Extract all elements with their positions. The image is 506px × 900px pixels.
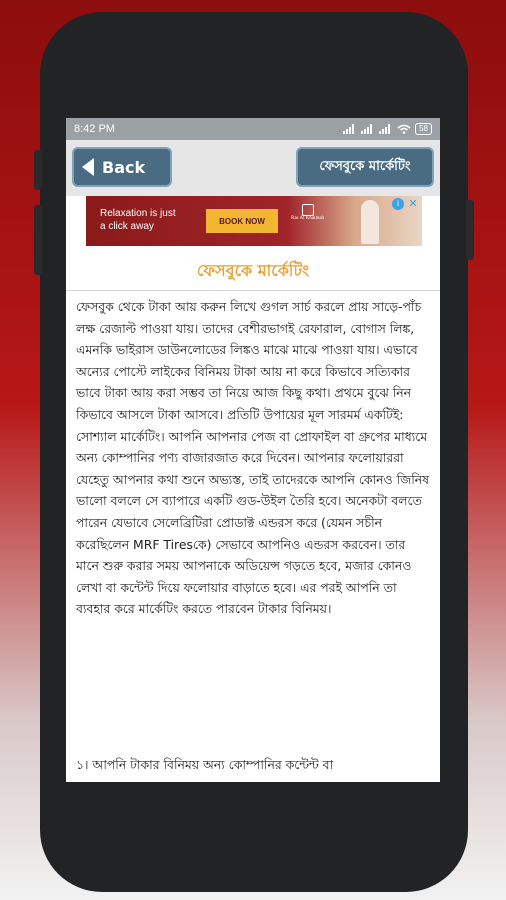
ad-info-icon[interactable]: i (392, 198, 404, 210)
signal-icon (343, 124, 357, 134)
article-body: ফেসবুক থেকে টাকা আয় করুন লিখে গুগল সার্চ করলে প্রায় সাড়ে-পাঁচ লক্ষ রেজাল্ট পাওয়া যায়। তাদের বেশীরভাগই রেফারাল, বোগাস লিঙ্ক, এমনকি ভাইরাস ডাউনলোডের লিঙ্কও মাঝে মাঝে পাওয়া যায়। এভাবে অন্যের পোস্টে লাইকের বিনিময় টাকা আয় না করে কিভাবে সত্যিকার ভাবে টাকা আয় করা সম্ভব তা নিয়ে আজ কিছু কথা। প্রথমে বুঝে নিন কিভাবে আসলে টাকা আসবে। প্রতিটি উপায়ের মূল সারমর্ম একটিই: সোশ্যাল মার্কেটিং। আপনি আপনার পেজ বা প্রোফাইল বা গ্রুপের মাধ্যমে অন্য কোম্পানির পণ্য বাজারজাত করে দিবেন। আপনার ফলোয়াররা যেহেতু আপনার কথা শুনে অভ্যস্ত, তাই তাদেরকে আপনি কোনও জিনিষ ভালো বললে সে ব্যাপারে একটি গুড-উইল তৈরি হবে। অনেকটা বলতে পারেন যেভাবে সেলেব্রিটিরা প্রোডাক্ট এন্ডরস করে (যেমন সচীন করেছিলেন MRF Tiresকে) সেভাবে আপনিও এন্ডরস করবেন। তার মানে শুরু করার সময় আপনাকে অডিয়েন্স গড়তে হবে, মজার কোনও লেখা বা কন্টেন্ট দিয়ে ফলোয়ার বাড়াতে হবে। এর পরই আপনি তা ব্যবহার করে মার্কেটিং করতে পারবেন টাকার বিনিময়। (76, 299, 433, 617)
article-next-paragraph: ১। আপনি টাকার বিনিময় অন্য কোম্পানির কন্টেন্ট বা (76, 757, 334, 772)
ad-banner[interactable] (86, 196, 422, 246)
phone-side-button (466, 200, 474, 260)
signal-icon (361, 124, 375, 134)
signal-icon (379, 124, 393, 134)
status-time: 8:42 PM (74, 123, 115, 135)
ad-logo-icon (302, 204, 314, 216)
article-title: ফেসবুকে মার্কেটিং (196, 261, 310, 280)
phone-screen (66, 118, 440, 782)
ad-book-now-button[interactable]: BOOK NOW (206, 209, 278, 233)
status-icons (343, 123, 432, 135)
wifi-icon (397, 124, 411, 134)
ad-brand: Ras Al Khaimah (291, 216, 325, 221)
ad-image (361, 200, 379, 244)
status-bar (66, 118, 440, 140)
battery-icon: 58 (415, 123, 432, 135)
phone-side-button (34, 150, 42, 190)
phone-side-button (34, 205, 42, 275)
ad-tagline-line: a click away (100, 221, 154, 232)
title-button[interactable]: ফেসবুকে মার্কেটিং (296, 147, 434, 187)
ad-tagline (100, 207, 176, 233)
app-bar (66, 140, 440, 196)
back-button[interactable] (72, 147, 172, 187)
ad-close-icon[interactable]: ✕ (408, 198, 418, 210)
back-button-label: Back (102, 157, 146, 177)
back-arrow-icon (82, 158, 94, 176)
ad-tagline-line: Relaxation is just (100, 208, 176, 219)
divider (66, 290, 440, 291)
